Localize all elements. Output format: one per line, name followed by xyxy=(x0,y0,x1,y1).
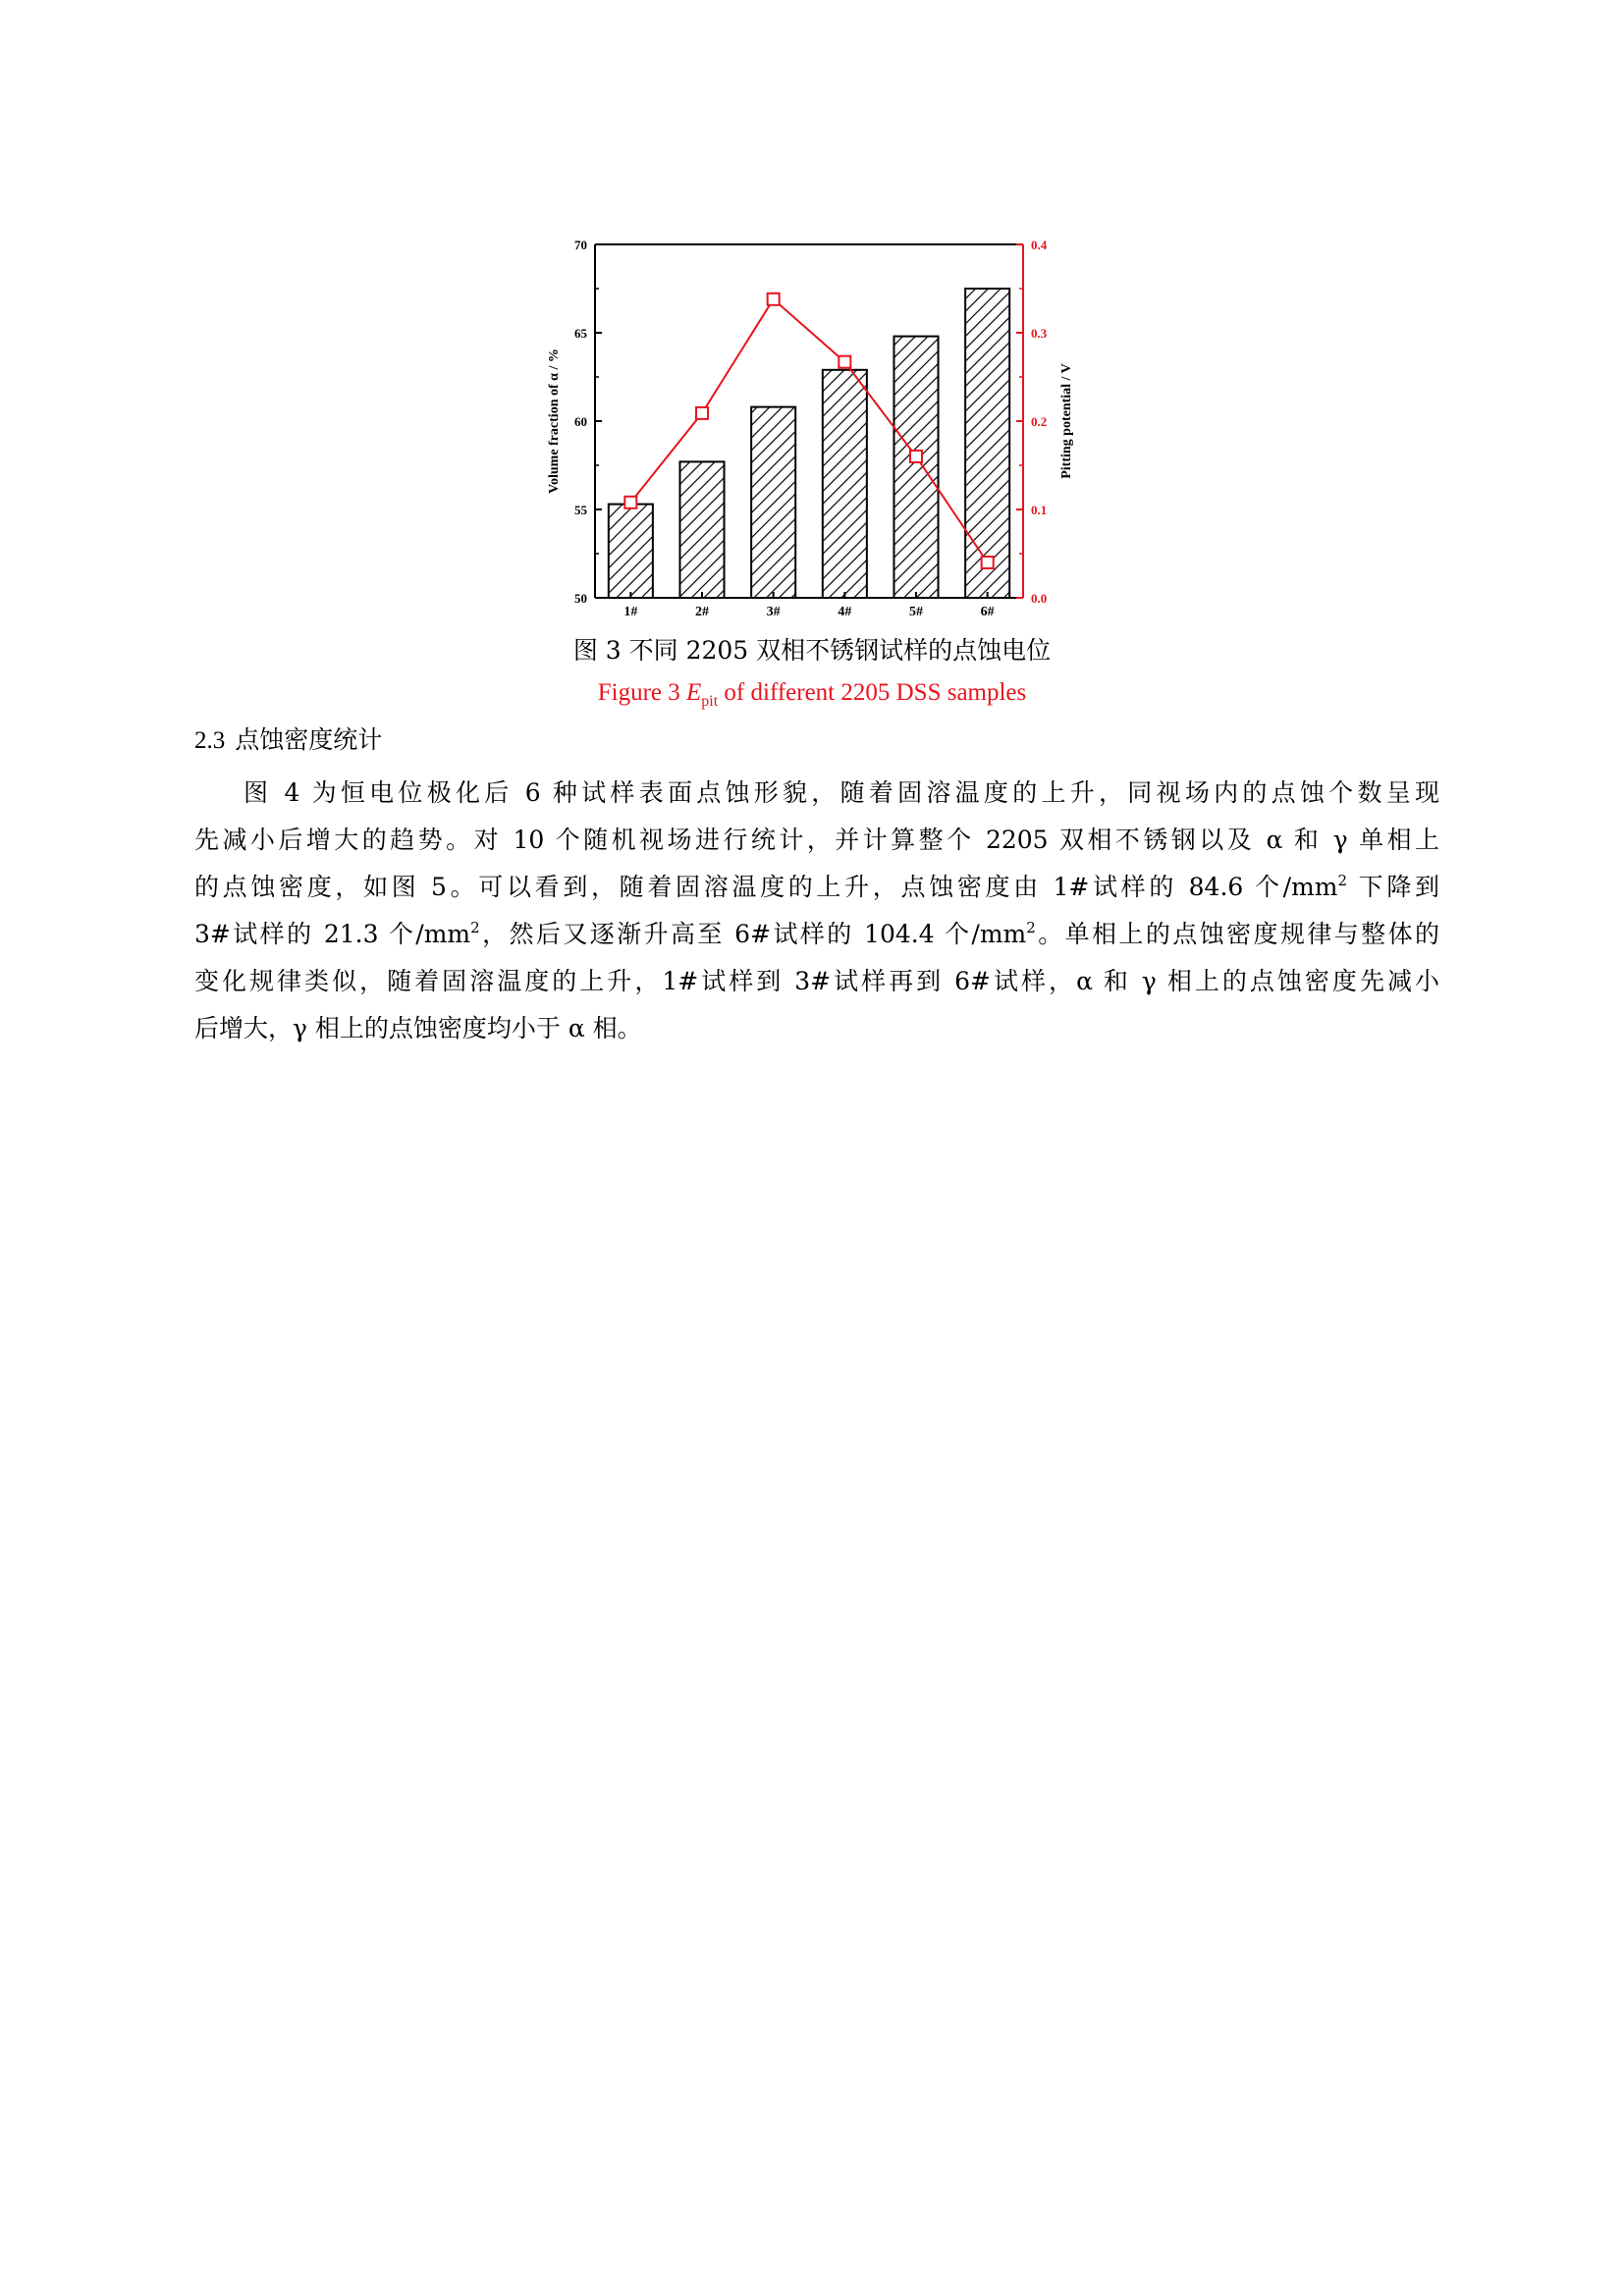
y-tick-label: 55 xyxy=(574,503,587,517)
paragraph-text: ，然后又逐渐升高至 6#试样的 104.4 个/mm xyxy=(479,920,1027,948)
superscript: 2 xyxy=(1337,872,1348,889)
caption-en-suffix: of different 2205 DSS samples xyxy=(718,679,1027,706)
y2-tick-label: 0.2 xyxy=(1031,414,1048,429)
x-tick-label: 6# xyxy=(980,605,995,619)
x-tick-label: 1# xyxy=(623,605,638,619)
caption-en-sub: pit xyxy=(701,693,719,710)
superscript: 2 xyxy=(1026,919,1036,936)
y-axis-title: Volume fraction of α / % xyxy=(547,348,562,494)
caption-en-var: E xyxy=(686,679,702,706)
bar-5 xyxy=(893,337,938,598)
bar-4 xyxy=(823,370,867,598)
paragraph-text: 的点蚀密度，如图 5。可以看到，随着固溶温度的上升，点蚀密度由 1#试样的 84.6 个/mm xyxy=(194,873,1338,901)
bar-2 xyxy=(679,461,724,598)
paragraph-line xyxy=(194,864,1439,911)
line-marker-4 xyxy=(839,356,850,368)
bar-3 xyxy=(751,407,795,598)
x-tick-label: 5# xyxy=(909,605,923,619)
paragraph-text: 3#试样的 21.3 个/mm xyxy=(194,920,471,948)
section-title: 点蚀密度统计 xyxy=(235,725,383,754)
superscript: 2 xyxy=(470,919,480,936)
caption-en-prefix: Figure 3 xyxy=(597,679,686,706)
y-tick-label: 50 xyxy=(574,591,587,606)
section-heading xyxy=(194,724,382,757)
line-marker-2 xyxy=(696,407,708,419)
section-number: 2.3 xyxy=(194,727,226,754)
line-marker-6 xyxy=(982,557,994,568)
body-paragraph xyxy=(194,770,1439,1052)
x-tick-label: 4# xyxy=(838,605,852,619)
paragraph-line: 图 4 为恒电位极化后 6 种试样表面点蚀形貌，随着固溶温度的上升，同视场内的点蚀个数呈现 xyxy=(244,778,1439,807)
y-tick-label: 65 xyxy=(574,326,587,341)
bar-1 xyxy=(609,505,653,598)
paragraph-line xyxy=(194,911,1439,958)
paragraph-text: 。单相上的点蚀密度规律与整体的 xyxy=(1035,920,1439,948)
y2-tick-label: 0.4 xyxy=(1031,238,1048,252)
figure-caption-en xyxy=(0,677,1624,718)
line-marker-5 xyxy=(910,451,922,462)
bar-6 xyxy=(965,289,1009,598)
paragraph-line: 后增大，γ 相上的点蚀密度均小于 α 相。 xyxy=(194,1014,642,1042)
x-tick-label: 3# xyxy=(766,605,781,619)
y2-tick-label: 0.3 xyxy=(1031,326,1048,341)
y2-tick-label: 0.0 xyxy=(1031,591,1048,606)
y-tick-label: 70 xyxy=(574,238,587,252)
y2-tick-label: 0.1 xyxy=(1031,503,1048,517)
line-marker-1 xyxy=(624,497,636,508)
paragraph-line: 变化规律类似，随着固溶温度的上升，1#试样到 3#试样再到 6#试样，α 和 γ 相上的点蚀密度先减小 xyxy=(194,967,1439,995)
y-tick-label: 60 xyxy=(574,414,587,429)
paragraph-text: 下降到 xyxy=(1347,873,1439,901)
paragraph-line: 先减小后增大的趋势。对 10 个随机视场进行统计，并计算整个 2205 双相不锈钢以及 α 和 γ 单相上 xyxy=(194,826,1439,854)
x-tick-label: 2# xyxy=(695,605,709,619)
y2-axis-title: Pitting potential / V xyxy=(1059,363,1074,479)
figure-3-chart xyxy=(530,221,1080,633)
line-marker-3 xyxy=(768,294,780,305)
figure-caption-cn: 图 3 不同 2205 双相不锈钢试样的点蚀电位 xyxy=(572,636,1052,665)
